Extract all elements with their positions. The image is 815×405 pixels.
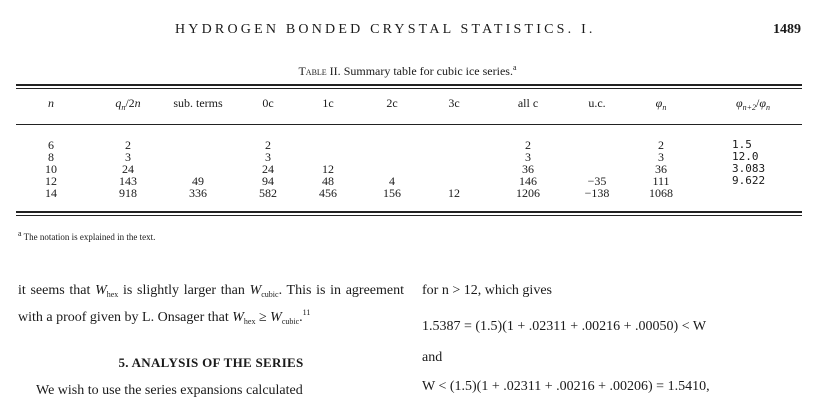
right-equation-1: 1.5387 = (1.5)(1 + .02311 + .00216 + .00050) < W xyxy=(422,319,707,334)
header-qn: $q_n/2n$ xyxy=(115,96,141,112)
header-1c: 1c xyxy=(322,96,334,110)
header-phi-ratio: $\varphi_{n+2}/\varphi_n$ xyxy=(735,96,771,112)
header-phi-n: $\varphi_n$ xyxy=(655,96,667,112)
table-cell: 1068 xyxy=(649,186,673,200)
section-heading: 5. ANALYSIS OF THE SERIES xyxy=(118,355,304,370)
table-cell: 156 xyxy=(383,186,401,200)
table-cell: 2 xyxy=(125,138,131,152)
table-cell: 94 xyxy=(262,174,274,188)
table-cell: 12 xyxy=(448,186,460,200)
table-cell: 49 xyxy=(192,174,204,188)
table-cell: 3 xyxy=(525,150,531,164)
table-cell: 2 xyxy=(525,138,531,152)
header-all-c: all c xyxy=(517,96,539,110)
table-cell: 456 xyxy=(319,186,337,200)
paragraph-2: We wish to use the series expansions calculated xyxy=(36,383,303,398)
table-cell: 24 xyxy=(122,162,134,176)
table-cell: 36 xyxy=(655,162,667,176)
table-cell: 3 xyxy=(265,150,271,164)
table-cell: 336 xyxy=(189,186,207,200)
header-3c: 3c xyxy=(448,96,460,110)
table-caption-label: Table II. xyxy=(298,64,341,78)
running-title: HYDROGEN BONDED CRYSTAL STATISTICS. I. xyxy=(175,22,596,37)
table-cell: 12 xyxy=(45,174,57,188)
right-line-1: for n > 12, which gives xyxy=(422,283,552,298)
right-equation-2: W < (1.5)(1 + .02311 + .00216 + .00206) = 1.5410, xyxy=(422,379,710,394)
table-cell: 4 xyxy=(389,174,395,188)
table-footnote: a The notation is explained in the text. xyxy=(18,229,156,242)
table-cell: 111 xyxy=(652,174,670,188)
table-cell: 24 xyxy=(262,162,274,176)
table-cell: 146 xyxy=(519,174,537,188)
table-cell: 918 xyxy=(119,186,137,200)
table-cell: 12.0 xyxy=(732,150,759,163)
table-cell: 1.5 xyxy=(732,138,752,151)
header-2c: 2c xyxy=(386,96,398,110)
table-cell: 1206 xyxy=(516,186,540,200)
header-uc: u.c. xyxy=(588,96,606,110)
paragraph-1: it seems that $W_{hex}$ is slightly larger than $W_{cubic}$. This is in agreement with a proof given by L. Onsager that $W_{hex} \ge W_{cubic}.^{11}$ xyxy=(18,283,404,326)
summary-table xyxy=(16,0,802,220)
table-cell: 2 xyxy=(265,138,271,152)
table-cell: 12 xyxy=(322,162,334,176)
table-caption-text: Summary table for cubic ice series. xyxy=(343,64,513,78)
table-cell: 143 xyxy=(119,174,137,188)
table-cell: 14 xyxy=(45,186,57,200)
page-number: 1489 xyxy=(773,22,801,37)
table-cell: −35 xyxy=(587,174,607,188)
table-cell: 582 xyxy=(259,186,277,200)
table-cell: −138 xyxy=(584,186,610,200)
table-cell: 3 xyxy=(125,150,131,164)
table-footnote-mark: a xyxy=(512,63,517,72)
table-cell: 36 xyxy=(522,162,534,176)
table-cell: 3 xyxy=(658,150,664,164)
table-cell: 8 xyxy=(48,150,54,164)
header-n: n xyxy=(48,96,54,110)
table-cell: 48 xyxy=(322,174,334,188)
table-cell: 6 xyxy=(48,138,54,152)
table-cell: 9.622 xyxy=(732,174,766,187)
header-sub-terms: sub. terms xyxy=(173,96,223,110)
table-cell: 3.083 xyxy=(732,162,766,175)
header-0c: 0c xyxy=(262,96,274,110)
right-line-and: and xyxy=(422,350,443,365)
table-cell: 10 xyxy=(45,162,57,176)
table-cell: 2 xyxy=(658,138,664,152)
